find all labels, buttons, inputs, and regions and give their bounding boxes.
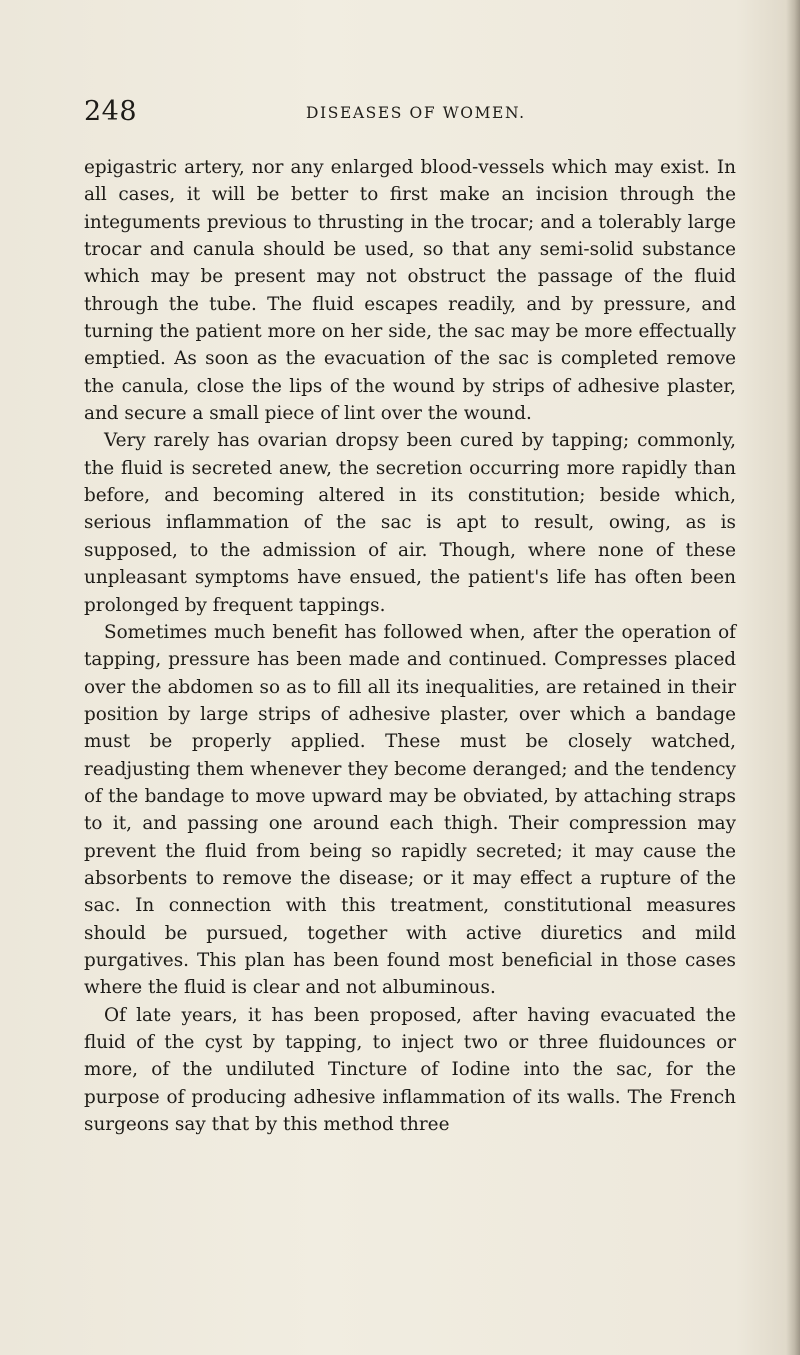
running-head: DISEASES OF WOMEN. — [306, 104, 526, 122]
paragraph-1: epigastric artery, nor any enlarged blood-vessels which may exist. In all cases, it will be better to first make an incision through the integuments previous to thrusting in the trocar; and a tolerably large trocar and canula should be used, so that any semi-solid substance which may be present may not obstruct the passage of the fluid through the tube. The fluid escapes readily, and by pressure, and turning the patient more on her side, the sac may be more effectually emptied. As soon as the evacuation of the sac is completed remove the canula, close the lips of the wound by strips of adhesive plaster, and secure a small piece of lint over the wound. — [84, 157, 736, 425]
page-number: 248 — [84, 96, 138, 127]
page-header — [84, 97, 724, 141]
body-text — [84, 154, 736, 1138]
paragraph-2: Very rarely has ovarian dropsy been cured by tapping; commonly, the fluid is secreted anew, the secretion occurring more rapidly than before, and becoming altered in its constitution; beside which, serious inflammation of the sac is apt to result, owing, as is supposed, to the admission of air. Though, where none of these unpleasant symptoms have ensued, the patient's life has often been prolonged by frequent tappings. — [84, 430, 736, 616]
page-edge-shadow — [786, 0, 800, 1355]
paragraph-4: Of late years, it has been proposed, after having evacuated the fluid of the cyst by tapping, to inject two or three fluidounces or more, of the undiluted Tincture of Iodine into the sac, for the purpose of producing adhesive inflammation of its walls. The French surgeons say that by this method three — [84, 1004, 736, 1136]
paragraph-3: Sometimes much benefit has followed when, after the operation of tapping, pressure has been made and continued. Compresses placed over the abdomen so as to fill all its inequalities, are retained in their position by large strips of adhesive plaster, over which a bandage must be properly applied. These must be closely watched, readjusting them whenever they become deranged; and the tendency of the bandage to move upward may be obviated, by attaching straps to it, and passing one around each thigh. Their compression may prevent the fluid from being so rapidly secreted; it may cause the absorbents to remove the disease; or it may effect a rupture of the sac. In connection with this treatment, constitutional measures should be pursued, together with active diuretics and mild purgatives. This plan has been found most beneficial in those cases where the fluid is clear and not albuminous. — [84, 621, 736, 999]
